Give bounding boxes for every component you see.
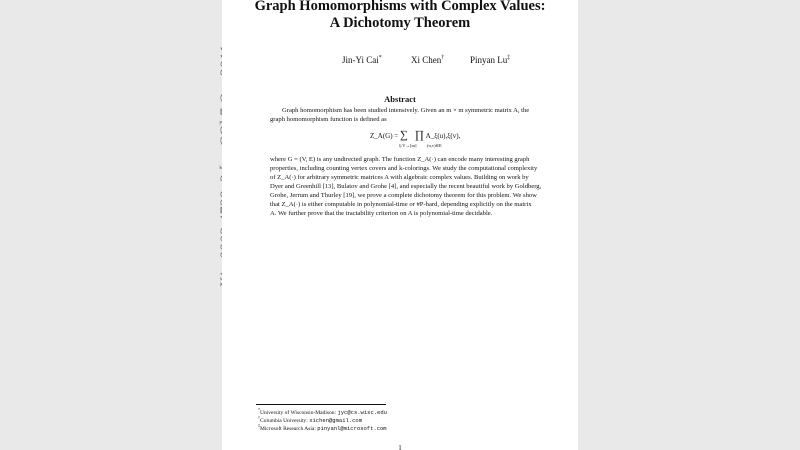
paper-title-line-1: Graph Homomorphisms with Complex Values: bbox=[254, 0, 546, 14]
abstract-line: where G = (V, E) is any undirected graph. The function Z_A(·) can encode many interesting graph bbox=[270, 156, 530, 163]
footnote: ‡Microsoft Research Asia: pinyanl@microsoft.com bbox=[258, 423, 387, 432]
email-address: xichen@gmail.com bbox=[309, 416, 363, 424]
product-symbol: ∏ bbox=[414, 129, 424, 141]
footnote: †Columbia University: xichen@gmail.com bbox=[258, 415, 363, 424]
paper-page bbox=[222, 0, 578, 450]
abstract-line: A. We further prove that the tractability criterion on A is polynomial-time decidable. bbox=[270, 210, 493, 217]
footnote-divider bbox=[256, 404, 386, 405]
abstract-heading: Abstract bbox=[384, 94, 416, 104]
product-subscript: (u,v)∈E bbox=[427, 143, 442, 148]
footnote: *University of Wisconsin-Madison: jyc@cs.wisc.edu bbox=[258, 407, 387, 416]
abstract-line: Grohe, Jerrum and Thurley [19], we prove a complete dichotomy theorem for this problem. We show bbox=[270, 192, 537, 199]
author-list bbox=[222, 55, 578, 69]
author: Xi Chen† bbox=[411, 55, 445, 65]
abstract-line: of Z_A(·) for arbitrary symmetric matrices A with algebraic complex values. Building on work by bbox=[270, 174, 529, 181]
homomorphism-formula: Z_A(G) = ∑ ξ:V→[m] ∏ (u,v)∈E A_ξ(u),ξ(v), bbox=[370, 129, 461, 148]
email-address: pinyanl@microsoft.com bbox=[317, 424, 387, 432]
page-number: 1 bbox=[398, 444, 402, 450]
email-address: jyc@cs.wisc.edu bbox=[337, 408, 387, 416]
blurred-background-left bbox=[0, 0, 222, 450]
blurred-background-right bbox=[578, 0, 800, 450]
author: Jin-Yi Cai* bbox=[342, 55, 382, 65]
sum-subscript: ξ:V→[m] bbox=[399, 143, 417, 148]
abstract-line: Graph homomorphism has been studied intensively. Given an m × m symmetric matrix A, the bbox=[282, 107, 530, 114]
author: Pinyan Lu‡ bbox=[470, 55, 511, 65]
abstract-line: properties, including counting vertex covers and k-colorings. We study the computational complexity bbox=[270, 165, 538, 172]
paper-title-line-2: A Dichotomy Theorem bbox=[329, 15, 471, 31]
abstract-line: that Z_A(·) is either computable in polynomial-time or #P-hard, depending explicitly on the matrix bbox=[270, 201, 532, 208]
sum-symbol: ∑ bbox=[400, 129, 408, 141]
abstract-line: Dyer and Greenhill [13], Bulatov and Grohe [4], and especially the recent beautiful work by Goldberg, bbox=[270, 183, 542, 190]
abstract-line: graph homomorphism function is defined as bbox=[270, 116, 387, 123]
